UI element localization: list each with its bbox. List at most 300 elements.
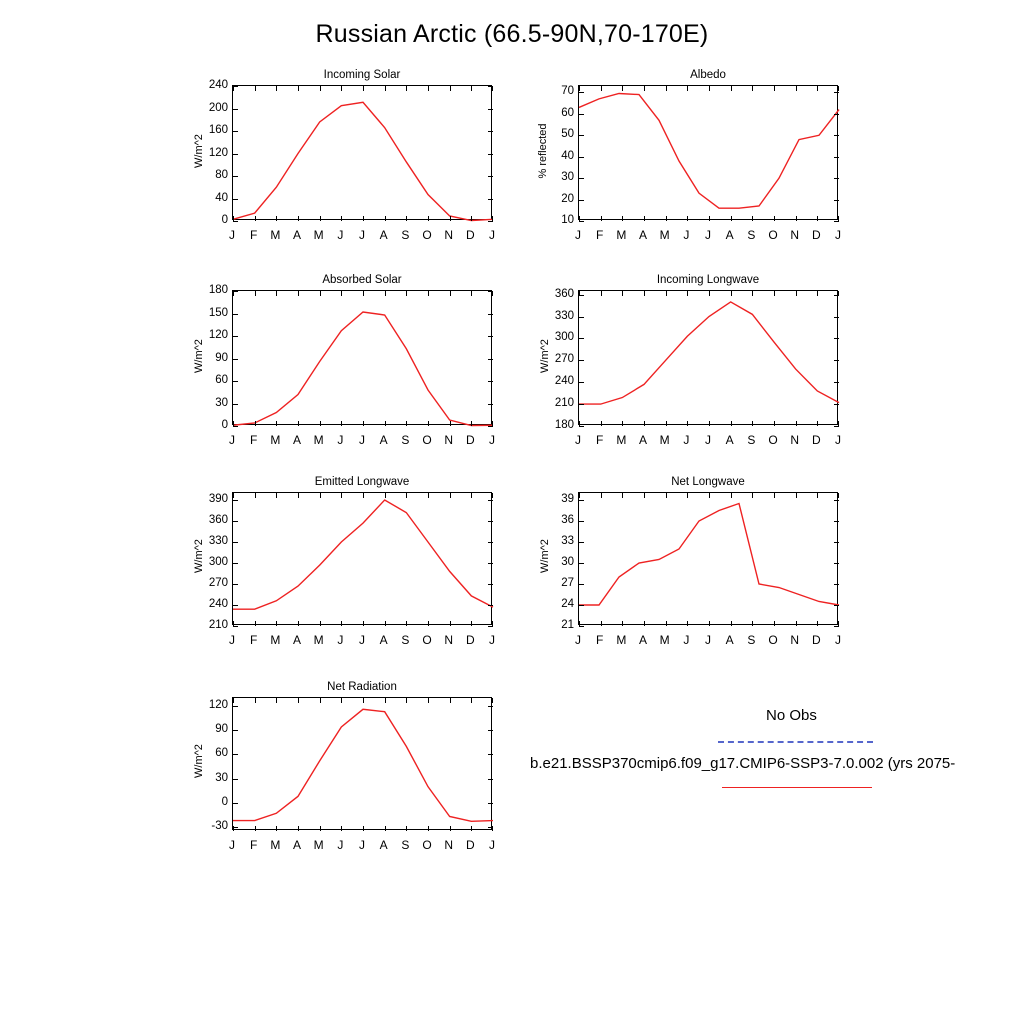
x-tick-mark (255, 86, 256, 91)
y-tick-label: 240 (208, 79, 228, 91)
x-tick-label: J (575, 433, 581, 447)
legend-model-label: b.e21.BSSP370cmip6.f09_g17.CMIP6-SSP3-7.0.002 (yrs 2075- (530, 755, 956, 772)
x-tick-mark (471, 421, 472, 426)
x-tick-mark (731, 291, 732, 296)
y-tick-mark (834, 404, 839, 405)
x-tick-label: J (359, 838, 365, 852)
x-tick-mark (385, 493, 386, 498)
x-tick-mark (406, 421, 407, 426)
x-tick-mark (341, 826, 342, 831)
y-axis-label: W/m^2 (539, 339, 551, 373)
x-tick-mark (406, 698, 407, 703)
panel-title: Incoming Solar (323, 69, 401, 81)
x-tick-mark (666, 291, 667, 296)
y-tick-label: 30 (561, 171, 574, 184)
x-tick-mark (406, 216, 407, 221)
x-tick-mark (817, 291, 818, 296)
y-tick-mark (834, 200, 839, 201)
y-tick-mark (488, 779, 493, 780)
y-tick-mark (579, 92, 584, 93)
y-tick-mark (579, 404, 584, 405)
x-tick-mark (774, 291, 775, 296)
x-tick-mark (255, 493, 256, 498)
x-tick-label: J (683, 633, 690, 647)
y-tick-mark (488, 803, 493, 804)
x-tick-mark (363, 493, 364, 498)
x-tick-mark (363, 216, 364, 221)
y-tick-mark (579, 521, 584, 522)
x-tick-mark (276, 698, 277, 703)
legend-model-line (722, 787, 872, 788)
x-tick-mark (687, 291, 688, 296)
x-tick-mark (601, 291, 602, 296)
y-tick-mark (233, 131, 238, 132)
legend-no-obs-label: No Obs (766, 707, 817, 724)
y-tick-mark (834, 221, 839, 222)
x-tick-label: O (422, 633, 432, 647)
x-tick-mark (687, 493, 688, 498)
x-tick-mark (579, 621, 580, 626)
x-tick-mark (687, 621, 688, 626)
x-tick-mark (622, 291, 623, 296)
x-tick-mark (579, 291, 580, 296)
x-tick-mark (276, 291, 277, 296)
y-tick-mark (579, 584, 584, 585)
x-tick-mark (471, 493, 472, 498)
x-tick-mark (233, 216, 234, 221)
x-tick-mark (838, 621, 839, 626)
y-tick-mark (579, 563, 584, 564)
y-tick-label: 60 (215, 374, 228, 386)
x-tick-mark (233, 698, 234, 703)
x-tick-label: O (422, 838, 432, 852)
y-tick-mark (834, 521, 839, 522)
y-tick-label: 240 (208, 598, 228, 610)
panel-emitted-longwave (193, 476, 495, 647)
x-tick-label: N (790, 433, 799, 447)
x-tick-mark (471, 621, 472, 626)
x-tick-mark (709, 421, 710, 426)
x-tick-mark (601, 216, 602, 221)
x-tick-mark (687, 421, 688, 426)
y-tick-mark (488, 131, 493, 132)
x-tick-label: N (790, 633, 799, 647)
series-line (233, 86, 493, 221)
x-tick-mark (774, 86, 775, 91)
x-tick-mark (406, 826, 407, 831)
x-tick-mark (601, 421, 602, 426)
x-tick-label: J (575, 633, 581, 647)
y-tick-mark (233, 563, 238, 564)
x-tick-mark (450, 621, 451, 626)
x-tick-label: N (444, 633, 453, 647)
x-tick-mark (687, 86, 688, 91)
x-tick-mark (428, 826, 429, 831)
x-tick-label: S (401, 228, 410, 242)
series-line (233, 698, 493, 831)
y-tick-mark (834, 135, 839, 136)
panel-net-radiation (193, 681, 495, 852)
y-tick-mark (488, 221, 493, 222)
x-tick-mark (450, 493, 451, 498)
x-tick-mark (687, 216, 688, 221)
x-tick-mark (752, 621, 753, 626)
y-tick-label: 0 (221, 419, 228, 431)
y-tick-label: 21 (561, 619, 574, 631)
x-tick-label: S (401, 633, 410, 647)
x-tick-label: M (313, 433, 324, 447)
y-tick-mark (488, 426, 493, 427)
x-tick-mark (255, 291, 256, 296)
x-tick-mark (796, 493, 797, 498)
data-series-path (233, 709, 493, 821)
x-tick-mark (450, 421, 451, 426)
x-tick-mark (752, 493, 753, 498)
x-tick-mark (492, 291, 493, 296)
x-tick-mark (644, 421, 645, 426)
x-tick-mark (320, 291, 321, 296)
x-tick-label: M (313, 228, 324, 242)
y-tick-mark (834, 382, 839, 383)
x-tick-mark (255, 698, 256, 703)
x-tick-mark (579, 493, 580, 498)
y-tick-mark (488, 199, 493, 200)
y-tick-mark (233, 336, 238, 337)
y-tick-mark (579, 500, 584, 501)
x-tick-mark (752, 291, 753, 296)
x-tick-label: A (725, 633, 734, 647)
x-tick-label: M (616, 433, 627, 447)
x-tick-label: D (811, 633, 821, 647)
panel-albedo (537, 69, 841, 242)
x-tick-label: J (705, 228, 711, 242)
y-tick-mark (488, 336, 493, 337)
y-tick-label: 27 (561, 577, 574, 589)
x-tick-label: F (249, 838, 258, 852)
x-tick-mark (471, 698, 472, 703)
x-tick-mark (428, 421, 429, 426)
data-series-path (233, 102, 493, 220)
x-tick-mark (320, 698, 321, 703)
y-tick-mark (488, 314, 493, 315)
x-tick-mark (298, 291, 299, 296)
x-tick-label: J (229, 228, 235, 242)
x-tick-label: A (379, 838, 388, 852)
x-tick-mark (471, 826, 472, 831)
series-line (579, 86, 839, 221)
x-tick-label: A (725, 433, 734, 447)
x-tick-mark (471, 86, 472, 91)
x-tick-mark (233, 493, 234, 498)
y-tick-mark (488, 381, 493, 382)
y-tick-mark (233, 779, 238, 780)
x-tick-mark (298, 698, 299, 703)
y-tick-mark (488, 404, 493, 405)
x-tick-mark (579, 421, 580, 426)
x-tick-mark (796, 86, 797, 91)
x-tick-mark (817, 621, 818, 626)
x-tick-mark (341, 493, 342, 498)
y-tick-label: 120 (208, 699, 228, 712)
x-tick-label: J (229, 633, 235, 647)
y-tick-mark (834, 426, 839, 427)
y-tick-label: 390 (208, 493, 228, 505)
x-tick-mark (731, 421, 732, 426)
x-tick-mark (644, 621, 645, 626)
x-tick-mark (450, 86, 451, 91)
x-tick-mark (471, 216, 472, 221)
panel-incoming-longwave (539, 274, 841, 447)
x-tick-mark (298, 421, 299, 426)
y-tick-label: 30 (561, 556, 574, 568)
x-tick-label: A (292, 433, 302, 447)
y-tick-label: 10 (561, 214, 574, 226)
x-tick-label: M (313, 633, 324, 647)
x-tick-mark (320, 421, 321, 426)
x-tick-mark (363, 621, 364, 626)
panel-title: Net Longwave (671, 476, 745, 488)
x-tick-label: D (811, 228, 821, 242)
x-tick-label: M (659, 228, 670, 242)
y-tick-mark (233, 500, 238, 501)
x-tick-mark (363, 421, 364, 426)
x-tick-label: O (768, 228, 778, 242)
y-tick-mark (233, 730, 238, 731)
x-tick-mark (666, 86, 667, 91)
y-tick-mark (233, 521, 238, 522)
y-tick-mark (579, 605, 584, 606)
x-tick-mark (838, 216, 839, 221)
y-tick-mark (579, 135, 584, 136)
x-tick-mark (774, 216, 775, 221)
x-tick-mark (622, 493, 623, 498)
series-line (579, 493, 839, 626)
x-tick-label: N (444, 228, 453, 242)
x-tick-mark (838, 493, 839, 498)
y-tick-label: 70 (561, 85, 574, 98)
x-tick-label: J (229, 433, 235, 447)
y-tick-label: 50 (561, 128, 574, 141)
data-series-path (579, 94, 839, 209)
x-tick-mark (817, 86, 818, 91)
x-tick-mark (233, 291, 234, 296)
x-tick-label: M (270, 633, 281, 647)
x-tick-mark (817, 421, 818, 426)
x-tick-label: M (616, 228, 627, 242)
x-tick-label: F (595, 633, 604, 647)
y-tick-label: 36 (561, 514, 574, 526)
panel-title: Incoming Longwave (656, 274, 760, 286)
y-tick-label: 180 (554, 419, 574, 431)
y-tick-mark (834, 92, 839, 93)
plot-area (232, 697, 492, 830)
x-tick-mark (731, 86, 732, 91)
panel-title: Absorbed Solar (322, 274, 402, 286)
x-tick-mark (774, 421, 775, 426)
y-tick-label: 240 (554, 375, 574, 388)
x-tick-label: J (337, 838, 344, 852)
x-tick-mark (752, 86, 753, 91)
plot-area (232, 290, 492, 425)
y-tick-mark (579, 338, 584, 339)
x-tick-label: M (270, 228, 281, 242)
y-tick-mark (488, 706, 493, 707)
x-tick-mark (644, 493, 645, 498)
x-tick-mark (644, 216, 645, 221)
x-tick-mark (774, 493, 775, 498)
y-tick-label: 90 (215, 351, 228, 364)
x-tick-label: F (595, 228, 604, 242)
x-tick-mark (255, 826, 256, 831)
y-tick-mark (488, 154, 493, 155)
x-tick-mark (450, 826, 451, 831)
x-tick-label: A (379, 228, 388, 242)
x-tick-mark (320, 86, 321, 91)
y-tick-mark (233, 542, 238, 543)
panel-title: Net Radiation (327, 681, 397, 693)
y-tick-mark (834, 157, 839, 158)
y-tick-label: 300 (554, 331, 574, 344)
y-tick-mark (834, 605, 839, 606)
plot-area (578, 492, 838, 625)
x-tick-mark (276, 216, 277, 221)
y-tick-mark (579, 157, 584, 158)
legend-no-obs-line (718, 741, 873, 743)
y-tick-mark (579, 382, 584, 383)
x-tick-label: J (683, 433, 690, 447)
x-tick-mark (320, 493, 321, 498)
panel-title: Albedo (690, 69, 726, 81)
x-tick-mark (774, 621, 775, 626)
x-tick-mark (450, 216, 451, 221)
x-tick-mark (492, 621, 493, 626)
x-tick-label: M (659, 433, 670, 447)
x-tick-mark (709, 493, 710, 498)
x-tick-label: J (359, 228, 365, 242)
x-tick-mark (666, 421, 667, 426)
x-tick-mark (385, 86, 386, 91)
x-tick-label: A (379, 633, 388, 647)
y-tick-label: 210 (208, 619, 228, 631)
y-tick-label: 330 (208, 535, 228, 547)
data-series-path (579, 504, 839, 606)
x-tick-mark (752, 421, 753, 426)
y-tick-mark (834, 626, 839, 627)
y-tick-mark (488, 359, 493, 360)
panel-incoming-solar (193, 69, 495, 242)
x-tick-label: M (313, 838, 324, 852)
x-tick-label: O (422, 433, 432, 447)
data-series-path (233, 500, 493, 609)
y-tick-mark (834, 500, 839, 501)
x-tick-mark (579, 216, 580, 221)
x-tick-mark (450, 291, 451, 296)
x-tick-mark (492, 493, 493, 498)
x-tick-mark (406, 621, 407, 626)
x-tick-label: J (835, 633, 841, 647)
x-tick-label: A (725, 228, 734, 242)
x-tick-mark (492, 216, 493, 221)
y-tick-mark (233, 154, 238, 155)
y-axis-label: W/m^2 (193, 134, 205, 168)
x-tick-mark (817, 493, 818, 498)
y-tick-mark (233, 176, 238, 177)
x-tick-label: A (638, 228, 648, 242)
x-tick-mark (341, 86, 342, 91)
x-tick-label: N (444, 433, 453, 447)
y-tick-mark (233, 605, 238, 606)
x-tick-mark (385, 698, 386, 703)
y-tick-mark (488, 563, 493, 564)
x-tick-label: D (811, 433, 821, 447)
y-tick-mark (233, 221, 238, 222)
y-tick-label: 20 (561, 192, 574, 205)
series-line (579, 291, 839, 426)
x-tick-mark (320, 826, 321, 831)
x-tick-mark (385, 291, 386, 296)
y-tick-mark (233, 314, 238, 315)
y-axis-label: W/m^2 (193, 339, 205, 373)
x-tick-label: D (465, 838, 475, 852)
x-tick-mark (709, 86, 710, 91)
x-tick-mark (255, 216, 256, 221)
x-tick-mark (492, 826, 493, 831)
x-tick-mark (428, 621, 429, 626)
y-tick-label: 330 (554, 309, 574, 322)
x-tick-label: F (249, 633, 258, 647)
x-tick-label: O (768, 633, 778, 647)
x-tick-mark (731, 216, 732, 221)
x-tick-mark (276, 826, 277, 831)
y-tick-mark (579, 317, 584, 318)
x-tick-label: A (379, 433, 388, 447)
y-tick-mark (233, 381, 238, 382)
y-tick-label: 60 (561, 106, 574, 119)
plot-area (232, 492, 492, 625)
x-tick-mark (233, 421, 234, 426)
y-tick-label: 90 (215, 723, 228, 736)
panel-absorbed-solar (193, 274, 495, 447)
y-tick-label: 160 (208, 124, 228, 136)
data-series-path (233, 312, 493, 426)
y-tick-label: 40 (561, 149, 574, 162)
y-tick-label: 300 (208, 556, 228, 568)
x-tick-mark (601, 86, 602, 91)
panel-net-longwave (539, 476, 841, 647)
x-tick-mark (471, 291, 472, 296)
x-tick-mark (796, 291, 797, 296)
y-tick-mark (488, 605, 493, 606)
x-tick-mark (601, 493, 602, 498)
x-tick-mark (752, 216, 753, 221)
x-tick-label: M (659, 633, 670, 647)
x-tick-label: J (705, 433, 711, 447)
y-tick-mark (579, 221, 584, 222)
x-tick-label: A (292, 633, 302, 647)
y-tick-mark (233, 359, 238, 360)
x-tick-mark (406, 86, 407, 91)
series-line (233, 493, 493, 626)
x-tick-label: M (616, 633, 627, 647)
y-tick-mark (488, 626, 493, 627)
x-tick-mark (428, 86, 429, 91)
x-tick-label: S (401, 433, 410, 447)
x-tick-mark (233, 86, 234, 91)
x-tick-mark (255, 421, 256, 426)
x-tick-mark (709, 621, 710, 626)
x-tick-mark (666, 216, 667, 221)
x-tick-label: F (595, 433, 604, 447)
